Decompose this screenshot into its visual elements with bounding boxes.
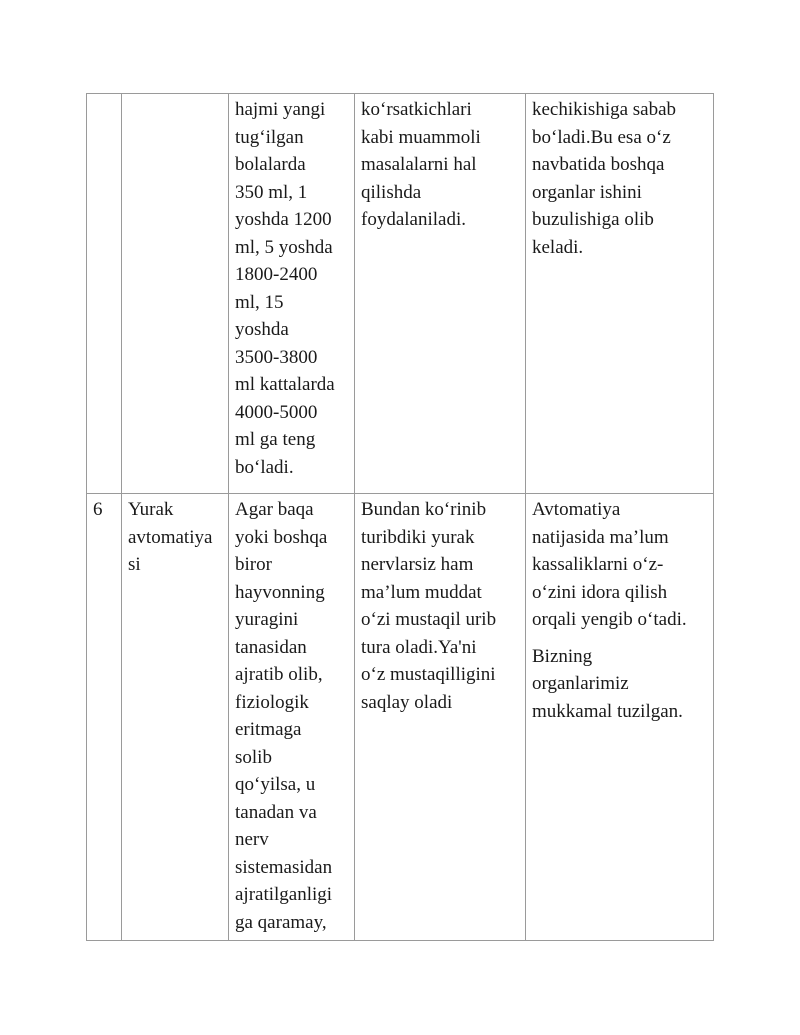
- consequence-cell: kechikishiga sabab bo‘ladi.Bu esa o‘z navbatida boshqa organlar ishini buzulishiga olib keladi.: [526, 94, 714, 494]
- consequence-cell: [526, 494, 714, 941]
- application-cell: ko‘rsatkichlari kabi muammoli masalalarni hal qilishda foydalaniladi.: [355, 94, 526, 494]
- row-number-cell: [87, 94, 122, 494]
- paragraph: Bizning organlarimiz mukkamal tuzilgan.: [532, 645, 683, 722]
- topic-cell: [122, 94, 229, 494]
- content-table: [86, 93, 714, 941]
- table-row: [87, 494, 714, 941]
- application-cell: Bundan ko‘rinib turibdiki yurak nervlarsiz ham ma’lum muddat o‘zi mustaqil urib tura oladi.Ya'ni o‘z mustaqilligini saqlay oladi: [355, 494, 526, 941]
- table-row: [87, 94, 714, 494]
- paragraph: Avtomatiya natijasida ma’lum kassaliklarni o‘z- o‘zini idora qilish orqali yengib o‘tadi.: [532, 499, 687, 630]
- description-cell: hajmi yangi tug‘ilgan bolalarda 350 ml, 1 yoshda 1200 ml, 5 yoshda 1800-2400 ml, 15 yoshda 3500-3800 ml kattalarda 4000-5000 ml ga teng bo‘ladi.: [229, 94, 355, 494]
- row-number-cell: 6: [87, 494, 122, 941]
- topic-cell: Yurak avtomatiya si: [122, 494, 229, 941]
- description-cell: Agar baqa yoki boshqa biror hayvonning yuragini tanasidan ajratib olib, fiziologik eritmaga solib qo‘yilsa, u tanadan va nerv sistemasidan ajratilganligi ga qaramay,: [229, 494, 355, 941]
